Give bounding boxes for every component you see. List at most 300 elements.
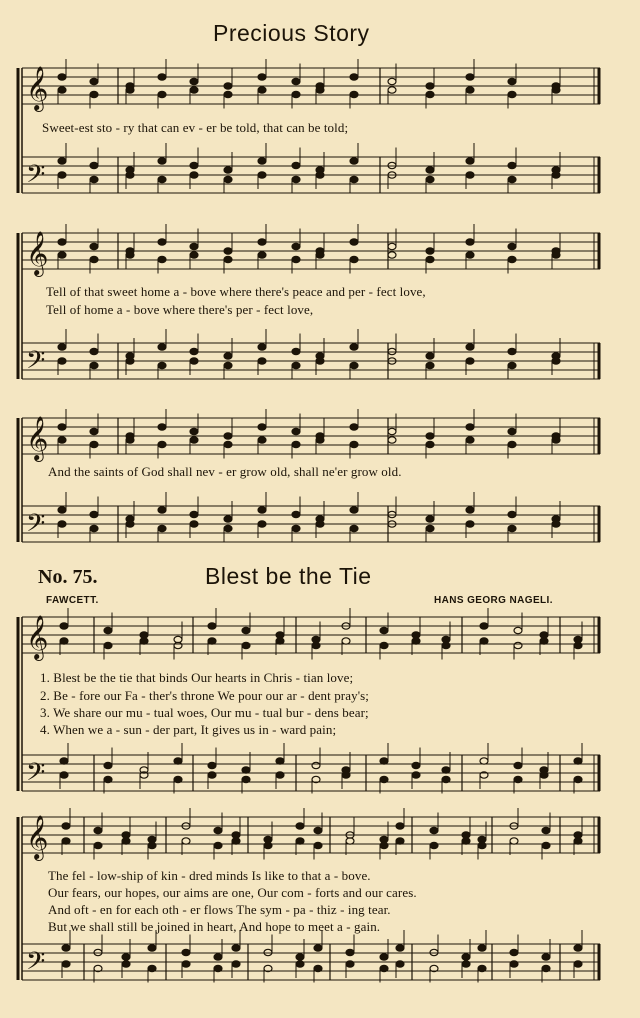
note-head	[158, 74, 166, 80]
note-head	[122, 961, 130, 967]
note-head	[58, 172, 66, 178]
note-head	[514, 642, 522, 648]
note-head	[158, 441, 166, 447]
note-head	[552, 437, 560, 443]
note-head	[158, 256, 166, 262]
note-head	[552, 358, 560, 364]
note-head	[94, 949, 102, 955]
note-head	[90, 428, 98, 434]
note-head	[90, 91, 98, 97]
note-head	[350, 362, 358, 368]
note-head	[480, 758, 488, 764]
note-head	[466, 87, 474, 93]
note-head	[314, 842, 322, 848]
note-head	[426, 167, 434, 173]
note-head	[158, 507, 166, 513]
note-head	[542, 842, 550, 848]
note-head	[292, 525, 300, 531]
note-head	[426, 516, 434, 522]
note-head	[426, 525, 434, 531]
note-head	[350, 176, 358, 182]
note-head	[346, 961, 354, 967]
note-head	[296, 823, 304, 829]
note-head	[510, 823, 518, 829]
note-head	[126, 437, 134, 443]
note-head	[380, 842, 388, 848]
note-head	[190, 252, 198, 258]
note-head	[342, 638, 350, 644]
words-credit: FAWCETT.	[46, 595, 99, 606]
note-head	[258, 424, 266, 430]
note-head	[442, 767, 450, 773]
note-head	[314, 965, 322, 971]
note-head	[508, 441, 516, 447]
note-head	[224, 516, 232, 522]
note-head	[350, 256, 358, 262]
note-head	[126, 521, 134, 527]
note-head	[388, 172, 396, 178]
svg-text:𝄢: 𝄢	[26, 947, 46, 982]
note-head	[224, 441, 232, 447]
note-head	[462, 954, 470, 960]
lyric-line: And the saints of God shall nev - er grow old, shall ne'er grow old.	[48, 464, 402, 479]
note-head	[90, 511, 98, 517]
note-head	[242, 767, 250, 773]
note-head	[258, 437, 266, 443]
note-head	[350, 158, 358, 164]
note-head	[292, 256, 300, 262]
note-head	[158, 424, 166, 430]
note-head	[426, 248, 434, 254]
note-head	[158, 344, 166, 350]
note-head	[292, 511, 300, 517]
note-head	[190, 437, 198, 443]
note-head	[466, 424, 474, 430]
note-head	[316, 437, 324, 443]
note-head	[426, 256, 434, 262]
note-head	[190, 172, 198, 178]
note-head	[508, 525, 516, 531]
note-head	[224, 433, 232, 439]
lyric-line: 4. When we a - sun - der part, It gives us in - ward pain;	[40, 722, 337, 737]
note-head	[58, 521, 66, 527]
note-head	[312, 642, 320, 648]
note-head	[122, 954, 130, 960]
note-head	[412, 638, 420, 644]
song-title: Precious Story	[213, 20, 370, 46]
note-head	[258, 172, 266, 178]
note-head	[148, 945, 156, 951]
note-head	[442, 776, 450, 782]
svg-text:𝄞: 𝄞	[26, 66, 49, 110]
note-head	[508, 162, 516, 168]
note-head	[58, 239, 66, 245]
note-head	[214, 827, 222, 833]
note-head	[258, 252, 266, 258]
note-head	[466, 158, 474, 164]
lyric-line: And oft - en for each oth - er flows The sym - pa - thiz - ing tear.	[48, 902, 391, 917]
note-head	[158, 525, 166, 531]
note-head	[574, 758, 582, 764]
lyric-line: 3. We share our mu - tual woes, Our mu - tual bur - dens bear;	[40, 705, 369, 720]
note-head	[388, 348, 396, 354]
note-head	[314, 827, 322, 833]
note-head	[126, 252, 134, 258]
note-head	[296, 954, 304, 960]
note-head	[232, 838, 240, 844]
note-head	[462, 838, 470, 844]
note-head	[258, 158, 266, 164]
note-head	[508, 91, 516, 97]
note-head	[90, 441, 98, 447]
note-head	[426, 362, 434, 368]
note-head	[430, 965, 438, 971]
note-head	[90, 176, 98, 182]
note-head	[292, 348, 300, 354]
lyric-line: Sweet-est sto - ry that can ev - er be told, that can be told;	[42, 120, 349, 135]
note-head	[350, 344, 358, 350]
note-head	[62, 823, 70, 829]
note-head	[208, 772, 216, 778]
note-head	[58, 87, 66, 93]
note-head	[190, 358, 198, 364]
note-head	[380, 642, 388, 648]
song-title: Blest be the Tie	[205, 563, 372, 589]
note-head	[224, 362, 232, 368]
note-head	[388, 521, 396, 527]
note-head	[208, 623, 216, 629]
note-head	[514, 627, 522, 633]
note-head	[466, 239, 474, 245]
note-head	[158, 176, 166, 182]
note-head	[396, 838, 404, 844]
note-head	[60, 758, 68, 764]
note-head	[466, 252, 474, 258]
note-head	[430, 842, 438, 848]
note-head	[350, 91, 358, 97]
note-head	[190, 511, 198, 517]
note-head	[350, 507, 358, 513]
note-head	[380, 758, 388, 764]
note-head	[182, 949, 190, 955]
note-head	[510, 838, 518, 844]
note-head	[514, 762, 522, 768]
note-head	[480, 638, 488, 644]
svg-text:𝄞: 𝄞	[26, 815, 49, 859]
note-head	[94, 965, 102, 971]
note-head	[466, 521, 474, 527]
note-head	[480, 772, 488, 778]
note-head	[174, 758, 182, 764]
note-head	[224, 525, 232, 531]
svg-text:𝄞: 𝄞	[26, 615, 49, 659]
note-head	[478, 842, 486, 848]
note-head	[58, 158, 66, 164]
note-head	[292, 78, 300, 84]
note-head	[508, 243, 516, 249]
note-head	[342, 772, 350, 778]
note-head	[430, 949, 438, 955]
note-head	[388, 358, 396, 364]
note-head	[296, 961, 304, 967]
note-head	[94, 842, 102, 848]
lyric-line: But we shall still be joined in heart, And hope to meet a - gain.	[48, 919, 381, 934]
note-head	[292, 176, 300, 182]
note-head	[182, 823, 190, 829]
note-head	[214, 954, 222, 960]
note-head	[574, 945, 582, 951]
note-head	[224, 176, 232, 182]
note-head	[190, 243, 198, 249]
note-head	[314, 945, 322, 951]
note-head	[224, 91, 232, 97]
note-head	[346, 949, 354, 955]
note-head	[508, 256, 516, 262]
note-head	[224, 167, 232, 173]
note-head	[478, 965, 486, 971]
note-head	[224, 353, 232, 359]
note-head	[426, 83, 434, 89]
note-head	[380, 954, 388, 960]
note-head	[574, 961, 582, 967]
note-head	[426, 91, 434, 97]
note-head	[182, 838, 190, 844]
note-head	[508, 348, 516, 354]
note-head	[380, 776, 388, 782]
note-head	[316, 87, 324, 93]
note-head	[190, 428, 198, 434]
note-head	[510, 949, 518, 955]
note-head	[60, 638, 68, 644]
note-head	[296, 838, 304, 844]
note-head	[232, 945, 240, 951]
lyric-line: 1. Blest be the tie that binds Our hearts in Chris - tian love;	[40, 670, 354, 685]
note-head	[574, 776, 582, 782]
note-head	[396, 823, 404, 829]
svg-text:𝄢: 𝄢	[26, 160, 46, 195]
lyric-line: The fel - low-ship of kin - dred minds Is like to that a - bove.	[48, 868, 371, 883]
note-head	[292, 362, 300, 368]
note-head	[158, 91, 166, 97]
note-head	[466, 172, 474, 178]
svg-text:𝄢: 𝄢	[26, 509, 46, 544]
note-head	[312, 776, 320, 782]
note-head	[90, 348, 98, 354]
note-head	[276, 758, 284, 764]
note-head	[232, 961, 240, 967]
note-head	[140, 638, 148, 644]
note-head	[58, 74, 66, 80]
note-head	[158, 158, 166, 164]
note-head	[190, 348, 198, 354]
note-head	[208, 638, 216, 644]
svg-text:𝄞: 𝄞	[26, 231, 49, 275]
note-head	[62, 838, 70, 844]
note-head	[574, 838, 582, 844]
note-head	[412, 772, 420, 778]
music-credit: HANS GEORG NAGELI.	[434, 595, 553, 606]
note-head	[380, 627, 388, 633]
note-head	[258, 358, 266, 364]
note-head	[316, 521, 324, 527]
note-head	[214, 965, 222, 971]
note-head	[104, 627, 112, 633]
lyric-line: Tell of home a - bove where there's per - fect love,	[46, 302, 314, 317]
note-head	[396, 961, 404, 967]
note-head	[208, 762, 216, 768]
note-head	[126, 358, 134, 364]
note-head	[292, 91, 300, 97]
note-head	[462, 961, 470, 967]
note-head	[426, 433, 434, 439]
note-head	[430, 827, 438, 833]
note-head	[350, 525, 358, 531]
note-head	[388, 437, 396, 443]
note-head	[58, 252, 66, 258]
note-head	[508, 511, 516, 517]
note-head	[380, 965, 388, 971]
note-head	[276, 772, 284, 778]
note-head	[466, 74, 474, 80]
note-head	[258, 74, 266, 80]
note-head	[542, 954, 550, 960]
note-head	[292, 162, 300, 168]
note-head	[508, 78, 516, 84]
note-head	[258, 239, 266, 245]
note-head	[158, 362, 166, 368]
note-head	[292, 428, 300, 434]
note-head	[388, 511, 396, 517]
note-head	[426, 176, 434, 182]
note-head	[552, 252, 560, 258]
note-head	[478, 945, 486, 951]
note-head	[62, 945, 70, 951]
note-head	[264, 949, 272, 955]
note-head	[94, 827, 102, 833]
note-head	[104, 776, 112, 782]
note-head	[542, 965, 550, 971]
svg-text:𝄢: 𝄢	[26, 758, 46, 793]
note-head	[388, 78, 396, 84]
note-head	[574, 642, 582, 648]
note-head	[148, 965, 156, 971]
note-head	[90, 525, 98, 531]
note-head	[552, 521, 560, 527]
note-head	[104, 762, 112, 768]
note-head	[258, 87, 266, 93]
note-head	[90, 243, 98, 249]
note-head	[292, 243, 300, 249]
note-head	[466, 507, 474, 513]
note-head	[388, 87, 396, 93]
note-head	[388, 162, 396, 168]
note-head	[60, 772, 68, 778]
lyric-line: Our fears, our hopes, our aims are one, Our com - forts and our cares.	[48, 885, 417, 900]
note-head	[480, 623, 488, 629]
note-head	[190, 87, 198, 93]
note-head	[276, 638, 284, 644]
lyric-line: 2. Be - fore our Fa - ther's throne We pour our ar - dent pray's;	[40, 688, 370, 703]
note-head	[62, 961, 70, 967]
note-head	[224, 248, 232, 254]
note-head	[510, 961, 518, 967]
note-head	[514, 776, 522, 782]
note-head	[258, 521, 266, 527]
note-head	[316, 358, 324, 364]
note-head	[552, 172, 560, 178]
note-head	[466, 358, 474, 364]
note-head	[242, 776, 250, 782]
note-head	[542, 827, 550, 833]
note-head	[122, 838, 130, 844]
note-head	[90, 362, 98, 368]
note-head	[426, 353, 434, 359]
note-head	[126, 172, 134, 178]
note-head	[388, 252, 396, 258]
note-head	[148, 842, 156, 848]
svg-text:𝄢: 𝄢	[26, 346, 46, 381]
note-head	[350, 74, 358, 80]
note-head	[350, 424, 358, 430]
note-head	[508, 362, 516, 368]
lyric-line: Tell of that sweet home a - bove where there's peace and per - fect love,	[46, 284, 426, 299]
note-head	[58, 358, 66, 364]
note-head	[90, 162, 98, 168]
note-head	[224, 256, 232, 262]
note-head	[466, 344, 474, 350]
note-head	[58, 437, 66, 443]
note-head	[190, 78, 198, 84]
note-head	[58, 344, 66, 350]
note-head	[58, 507, 66, 513]
note-head	[264, 842, 272, 848]
note-head	[426, 441, 434, 447]
note-head	[224, 83, 232, 89]
note-head	[316, 172, 324, 178]
note-head	[174, 776, 182, 782]
note-head	[258, 507, 266, 513]
note-head	[90, 78, 98, 84]
note-head	[316, 252, 324, 258]
note-head	[158, 239, 166, 245]
note-head	[126, 87, 134, 93]
note-head	[264, 965, 272, 971]
note-head	[214, 842, 222, 848]
note-head	[242, 642, 250, 648]
note-head	[508, 176, 516, 182]
note-head	[58, 424, 66, 430]
note-head	[292, 441, 300, 447]
note-head	[190, 521, 198, 527]
note-head	[552, 87, 560, 93]
note-head	[508, 428, 516, 434]
note-head	[104, 642, 112, 648]
note-head	[540, 772, 548, 778]
note-head	[350, 239, 358, 245]
note-head	[396, 945, 404, 951]
note-head	[350, 441, 358, 447]
note-head	[90, 256, 98, 262]
note-head	[258, 344, 266, 350]
svg-text:𝄞: 𝄞	[26, 416, 49, 460]
note-head	[540, 638, 548, 644]
note-head	[60, 623, 68, 629]
note-head	[388, 243, 396, 249]
note-head	[466, 437, 474, 443]
hymn-number: No. 75.	[38, 566, 98, 588]
note-head	[312, 762, 320, 768]
note-head	[182, 961, 190, 967]
